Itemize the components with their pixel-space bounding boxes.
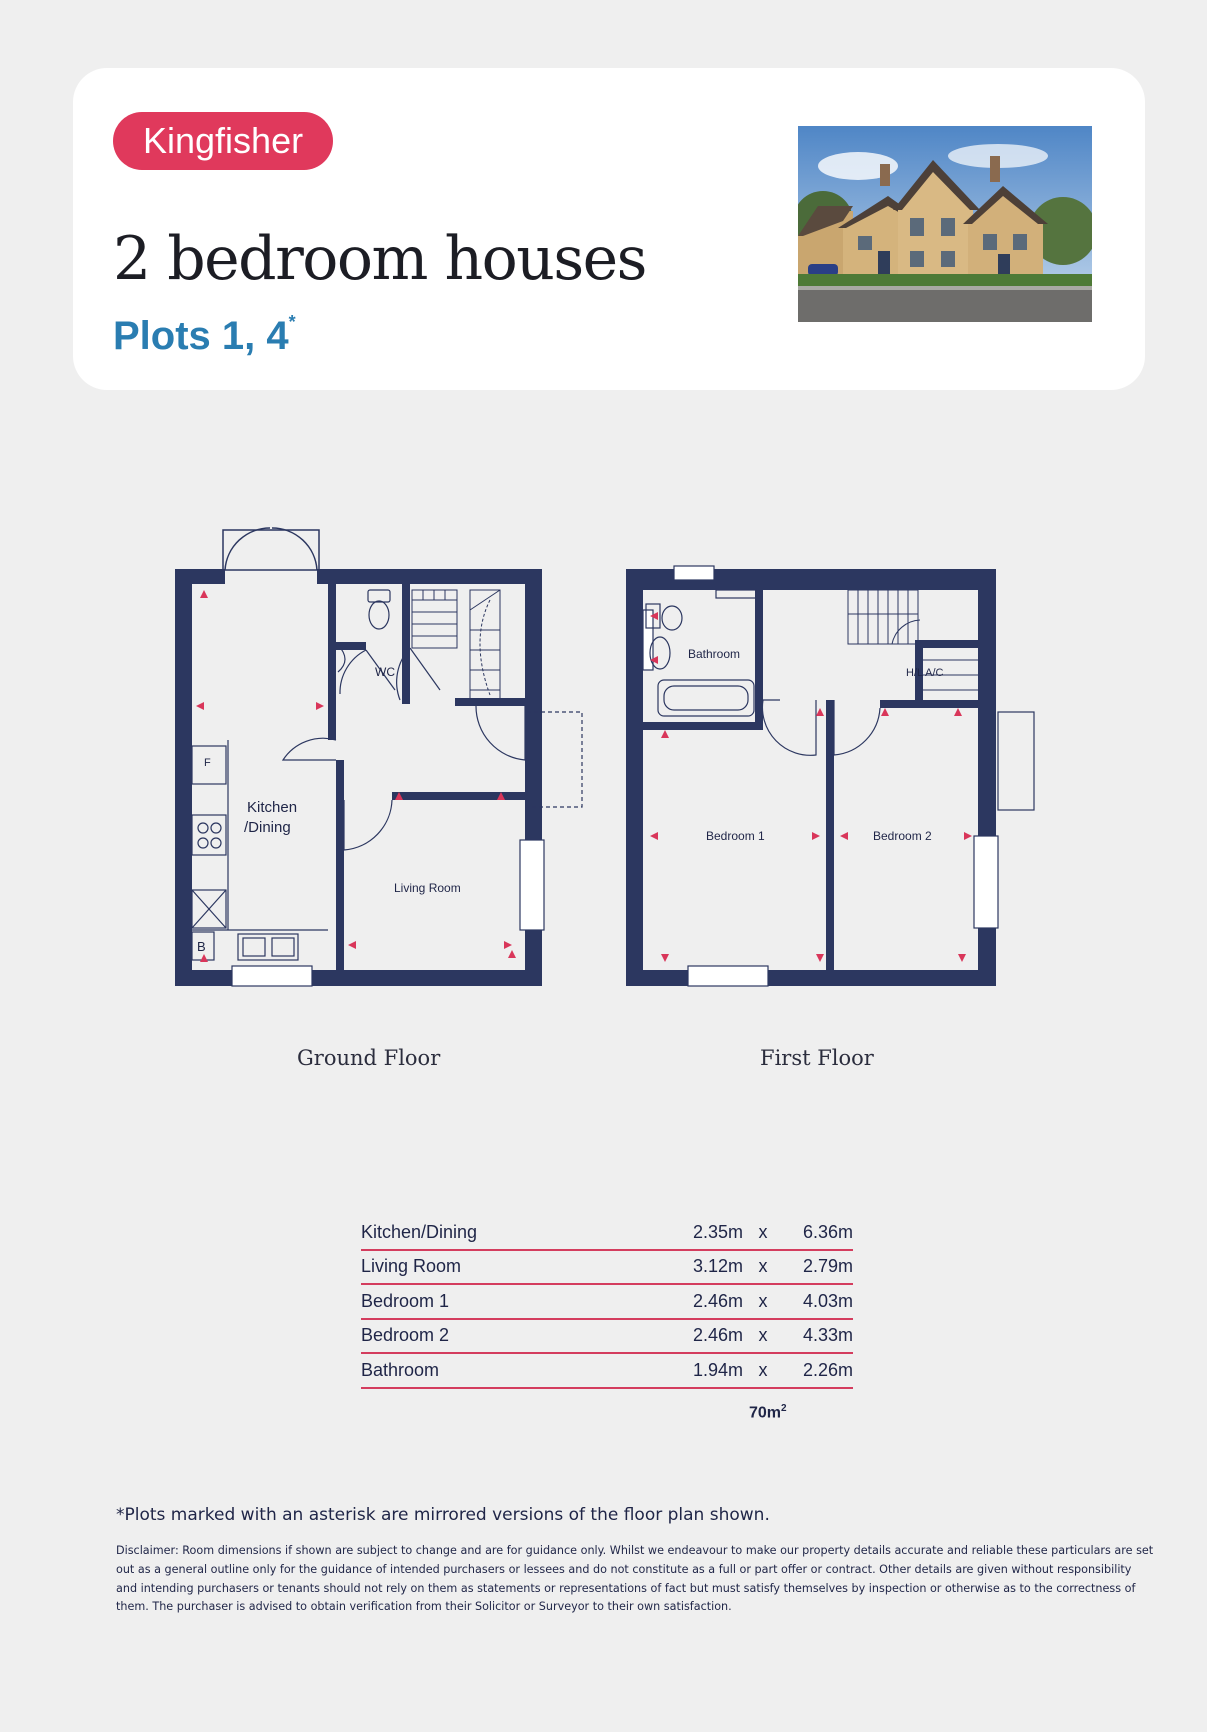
room-name: Kitchen/Dining: [361, 1221, 478, 1242]
ground-stairs: [412, 590, 500, 700]
table-row: [361, 1285, 853, 1320]
room-depth: 6.36m: [802, 1221, 853, 1242]
ground-floor-label: Ground Floor: [297, 1046, 441, 1070]
room-name: Bedroom 1: [361, 1290, 450, 1311]
room-name: Bedroom 2: [361, 1325, 450, 1346]
room-name: Bathroom: [361, 1359, 440, 1380]
living-room-label: Living Room: [394, 881, 461, 895]
first-windows: [643, 566, 1034, 986]
disclaimer-text: Disclaimer: Room dimensions if shown are subject to change and are for guidance only. Whilst we endeavour to make our property details accurate and reliable these particulars are set out as a general outline only for the guidance of intended purchasers or lessees and do not constitute as a full or part offer or contract. Other details are given without responsibility and intending purchasers or tenants should not rely on them as statements or representations of fact but must satisfy themselves by inspection or otherwise as to the correctness of them. The purchaser is advised to obtain verification from their Solicitor or Surveyor to their own satisfaction.: [116, 1544, 1154, 1614]
room-width: 2.35m: [692, 1221, 743, 1242]
table-row: [361, 1354, 853, 1389]
wc-label: WC: [375, 665, 395, 679]
room-width: 1.94m: [692, 1359, 743, 1380]
plots-subtitle: [113, 314, 296, 359]
table-row: [361, 1320, 853, 1355]
fridge-label: F: [204, 757, 211, 769]
bedroom2-label: Bedroom 2: [873, 829, 932, 843]
floor-plans: [0, 520, 1207, 1000]
room-width: 2.46m: [692, 1290, 743, 1311]
ground-windows: [232, 840, 544, 986]
first-markers: [650, 612, 972, 962]
dimension-separator: x: [758, 1359, 768, 1380]
first-floor-label: First Floor: [760, 1046, 874, 1070]
room-width: 2.46m: [692, 1325, 743, 1346]
room-width: 3.12m: [692, 1256, 743, 1277]
room-name: Living Room: [361, 1256, 462, 1277]
kitchen-units: [192, 740, 328, 960]
bedroom1-label: Bedroom 1: [706, 829, 765, 843]
dimension-separator: x: [758, 1325, 768, 1346]
kitchen-label-2: /Dining: [244, 819, 291, 836]
room-depth: 2.26m: [802, 1359, 853, 1380]
boiler-label: B: [197, 939, 206, 954]
ground-floor-walls: [175, 569, 542, 986]
header-card: [73, 68, 1145, 390]
dimension-separator: x: [758, 1221, 768, 1242]
plots-asterisk: *: [288, 312, 296, 332]
room-dimensions-table: [361, 1216, 853, 1389]
house-type-badge: Kingfisher: [113, 112, 333, 170]
dimension-separator: x: [758, 1256, 768, 1277]
room-depth: 4.03m: [802, 1290, 853, 1311]
first-doors: [762, 700, 880, 755]
kitchen-label-1: Kitchen: [247, 799, 298, 816]
dimension-separator: x: [758, 1290, 768, 1311]
plots-text: Plots 1, 4: [113, 314, 289, 358]
total-area-value: 70m: [749, 1404, 782, 1422]
house-photo: [798, 126, 1092, 322]
total-area-unit: 2: [781, 1403, 787, 1414]
first-floor-plan: [626, 566, 1034, 986]
mirrored-plots-note: *Plots marked with an asterisk are mirrored versions of the floor plan shown.: [116, 1505, 770, 1525]
ground-floor-plan: [175, 528, 582, 986]
bathroom-label: Bathroom: [688, 647, 741, 661]
table-row: [361, 1216, 853, 1251]
total-area: [749, 1403, 787, 1422]
first-floor-walls: [626, 569, 996, 986]
cupboard-label: H/L A/C: [906, 667, 944, 679]
table-row: [361, 1251, 853, 1286]
page-title: 2 bedroom houses: [113, 224, 646, 294]
wc-fixtures: [338, 590, 390, 672]
room-depth: 2.79m: [802, 1256, 853, 1277]
room-depth: 4.33m: [802, 1325, 853, 1346]
french-doors: [223, 528, 319, 570]
